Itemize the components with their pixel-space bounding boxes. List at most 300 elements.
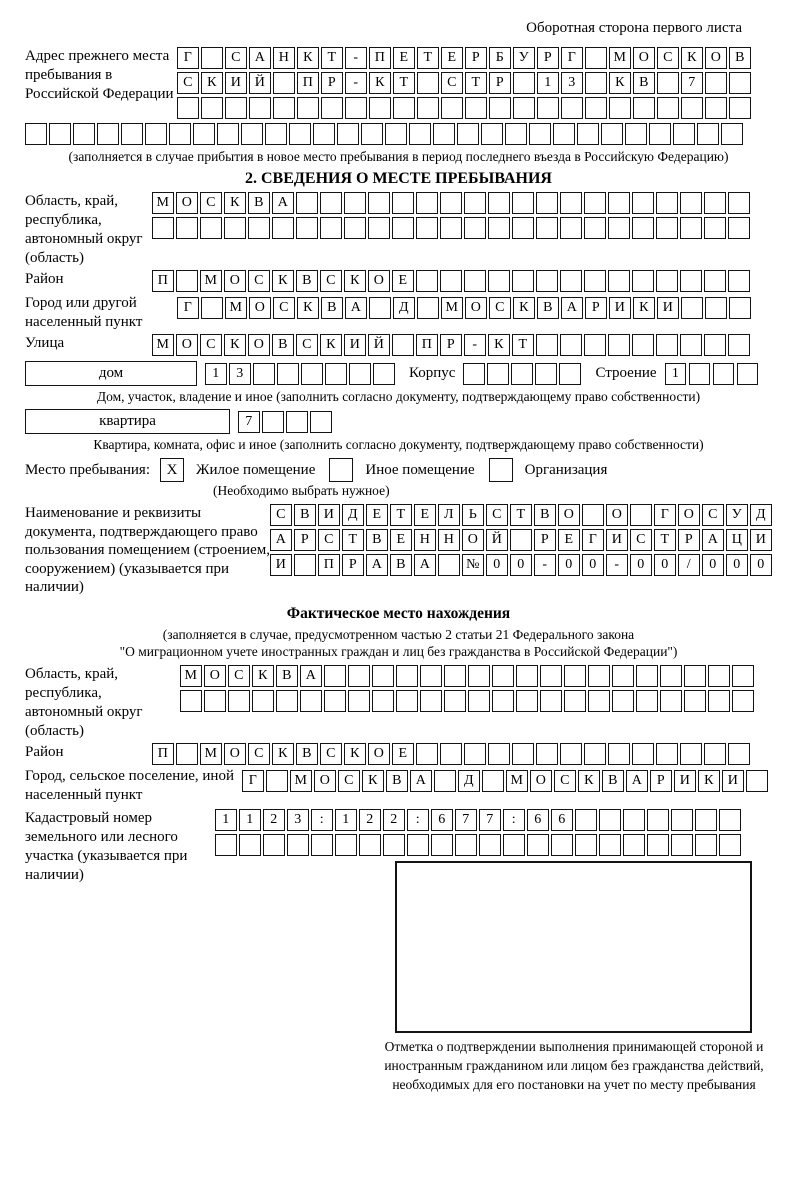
char-cell[interactable]: 0 bbox=[726, 554, 748, 576]
char-cell[interactable] bbox=[253, 363, 275, 385]
char-cell[interactable]: Н bbox=[438, 529, 460, 551]
char-cell[interactable] bbox=[737, 363, 759, 385]
char-cell[interactable] bbox=[463, 363, 485, 385]
char-cell[interactable]: К bbox=[681, 47, 703, 69]
region-row-1[interactable] bbox=[152, 192, 752, 214]
char-cell[interactable] bbox=[529, 123, 551, 145]
char-cell[interactable] bbox=[510, 529, 532, 551]
char-cell[interactable] bbox=[488, 192, 510, 214]
char-cell[interactable] bbox=[623, 834, 645, 856]
char-cell[interactable] bbox=[368, 217, 390, 239]
char-cell[interactable]: 2 bbox=[359, 809, 381, 831]
char-cell[interactable] bbox=[396, 665, 418, 687]
char-cell[interactable]: О bbox=[705, 47, 727, 69]
char-cell[interactable]: - bbox=[534, 554, 556, 576]
char-cell[interactable] bbox=[438, 554, 460, 576]
char-cell[interactable]: 6 bbox=[527, 809, 549, 831]
char-cell[interactable] bbox=[746, 770, 768, 792]
char-cell[interactable]: 0 bbox=[558, 554, 580, 576]
char-cell[interactable] bbox=[516, 665, 538, 687]
char-cell[interactable]: 0 bbox=[510, 554, 532, 576]
char-cell[interactable] bbox=[201, 297, 223, 319]
char-cell[interactable] bbox=[224, 217, 246, 239]
char-cell[interactable]: Е bbox=[414, 504, 436, 526]
char-cell[interactable]: С bbox=[657, 47, 679, 69]
char-cell[interactable] bbox=[705, 97, 727, 119]
char-cell[interactable]: С bbox=[296, 334, 318, 356]
char-cell[interactable]: О bbox=[224, 270, 246, 292]
char-cell[interactable] bbox=[512, 743, 534, 765]
char-cell[interactable] bbox=[416, 217, 438, 239]
char-cell[interactable]: Т bbox=[390, 504, 412, 526]
char-cell[interactable] bbox=[464, 192, 486, 214]
char-cell[interactable] bbox=[647, 834, 669, 856]
char-cell[interactable] bbox=[396, 690, 418, 712]
char-cell[interactable]: В bbox=[390, 554, 412, 576]
char-cell[interactable] bbox=[152, 217, 174, 239]
char-cell[interactable] bbox=[584, 743, 606, 765]
char-cell[interactable]: В bbox=[272, 334, 294, 356]
char-cell[interactable] bbox=[344, 217, 366, 239]
char-cell[interactable]: А bbox=[702, 529, 724, 551]
char-cell[interactable] bbox=[657, 97, 679, 119]
char-cell[interactable]: С bbox=[270, 504, 292, 526]
stroenie-cells[interactable] bbox=[665, 363, 761, 385]
char-cell[interactable]: 7 bbox=[479, 809, 501, 831]
char-cell[interactable]: - bbox=[345, 72, 367, 94]
char-cell[interactable] bbox=[704, 334, 726, 356]
char-cell[interactable]: К bbox=[272, 270, 294, 292]
char-cell[interactable] bbox=[121, 123, 143, 145]
char-cell[interactable] bbox=[684, 665, 706, 687]
char-cell[interactable]: В bbox=[276, 665, 298, 687]
char-cell[interactable]: О bbox=[224, 743, 246, 765]
previous-address-row-3[interactable] bbox=[177, 97, 753, 119]
char-cell[interactable]: № bbox=[462, 554, 484, 576]
char-cell[interactable] bbox=[296, 217, 318, 239]
char-cell[interactable]: К bbox=[297, 47, 319, 69]
char-cell[interactable] bbox=[431, 834, 453, 856]
char-cell[interactable]: : bbox=[407, 809, 429, 831]
char-cell[interactable]: - bbox=[345, 47, 367, 69]
char-cell[interactable]: А bbox=[366, 554, 388, 576]
char-cell[interactable] bbox=[632, 270, 654, 292]
char-cell[interactable] bbox=[564, 665, 586, 687]
char-cell[interactable]: 1 bbox=[205, 363, 227, 385]
char-cell[interactable]: Й bbox=[486, 529, 508, 551]
char-cell[interactable]: 1 bbox=[537, 72, 559, 94]
apartment-number-cells[interactable] bbox=[238, 411, 334, 433]
char-cell[interactable] bbox=[297, 97, 319, 119]
char-cell[interactable]: Г bbox=[582, 529, 604, 551]
char-cell[interactable] bbox=[337, 123, 359, 145]
char-cell[interactable] bbox=[708, 665, 730, 687]
char-cell[interactable]: О bbox=[558, 504, 580, 526]
char-cell[interactable]: - bbox=[464, 334, 486, 356]
char-cell[interactable]: С bbox=[225, 47, 247, 69]
char-cell[interactable] bbox=[656, 334, 678, 356]
char-cell[interactable]: В bbox=[602, 770, 624, 792]
char-cell[interactable]: К bbox=[369, 72, 391, 94]
char-cell[interactable] bbox=[680, 217, 702, 239]
char-cell[interactable]: Р bbox=[489, 72, 511, 94]
char-cell[interactable]: Е bbox=[558, 529, 580, 551]
char-cell[interactable] bbox=[420, 690, 442, 712]
char-cell[interactable] bbox=[625, 123, 647, 145]
char-cell[interactable]: Т bbox=[417, 47, 439, 69]
char-cell[interactable]: И bbox=[674, 770, 696, 792]
char-cell[interactable]: О bbox=[462, 529, 484, 551]
char-cell[interactable]: С bbox=[320, 270, 342, 292]
char-cell[interactable] bbox=[656, 192, 678, 214]
char-cell[interactable]: С bbox=[320, 743, 342, 765]
char-cell[interactable] bbox=[294, 554, 316, 576]
char-cell[interactable]: М bbox=[506, 770, 528, 792]
char-cell[interactable]: В bbox=[248, 192, 270, 214]
char-cell[interactable]: А bbox=[249, 47, 271, 69]
char-cell[interactable] bbox=[262, 411, 284, 433]
region-row-2[interactable] bbox=[152, 217, 752, 239]
char-cell[interactable]: М bbox=[152, 334, 174, 356]
char-cell[interactable] bbox=[660, 665, 682, 687]
char-cell[interactable]: С bbox=[554, 770, 576, 792]
char-cell[interactable] bbox=[176, 743, 198, 765]
char-cell[interactable] bbox=[177, 97, 199, 119]
char-cell[interactable] bbox=[608, 270, 630, 292]
char-cell[interactable] bbox=[540, 690, 562, 712]
char-cell[interactable] bbox=[612, 665, 634, 687]
char-cell[interactable]: Г bbox=[654, 504, 676, 526]
char-cell[interactable]: : bbox=[503, 809, 525, 831]
char-cell[interactable] bbox=[704, 192, 726, 214]
char-cell[interactable] bbox=[536, 743, 558, 765]
char-cell[interactable] bbox=[252, 690, 274, 712]
char-cell[interactable] bbox=[392, 217, 414, 239]
char-cell[interactable] bbox=[455, 834, 477, 856]
char-cell[interactable] bbox=[313, 123, 335, 145]
actual-region-row-2[interactable] bbox=[180, 690, 756, 712]
char-cell[interactable] bbox=[560, 192, 582, 214]
char-cell[interactable] bbox=[656, 217, 678, 239]
char-cell[interactable]: Г bbox=[242, 770, 264, 792]
char-cell[interactable] bbox=[492, 690, 514, 712]
char-cell[interactable] bbox=[239, 834, 261, 856]
char-cell[interactable] bbox=[73, 123, 95, 145]
char-cell[interactable]: М bbox=[441, 297, 463, 319]
char-cell[interactable]: И bbox=[318, 504, 340, 526]
char-cell[interactable] bbox=[468, 690, 490, 712]
char-cell[interactable]: 1 bbox=[335, 809, 357, 831]
char-cell[interactable]: Р bbox=[321, 72, 343, 94]
char-cell[interactable] bbox=[217, 123, 239, 145]
char-cell[interactable] bbox=[464, 270, 486, 292]
previous-address-row-2[interactable] bbox=[177, 72, 753, 94]
char-cell[interactable] bbox=[416, 192, 438, 214]
char-cell[interactable] bbox=[273, 97, 295, 119]
char-cell[interactable] bbox=[49, 123, 71, 145]
char-cell[interactable]: О bbox=[465, 297, 487, 319]
char-cell[interactable] bbox=[708, 690, 730, 712]
char-cell[interactable]: И bbox=[344, 334, 366, 356]
char-cell[interactable]: В bbox=[321, 297, 343, 319]
char-cell[interactable]: В bbox=[296, 743, 318, 765]
char-cell[interactable] bbox=[632, 334, 654, 356]
char-cell[interactable] bbox=[444, 690, 466, 712]
char-cell[interactable] bbox=[272, 217, 294, 239]
char-cell[interactable] bbox=[536, 217, 558, 239]
char-cell[interactable] bbox=[169, 123, 191, 145]
char-cell[interactable] bbox=[200, 217, 222, 239]
char-cell[interactable]: Т bbox=[321, 47, 343, 69]
char-cell[interactable]: 7 bbox=[455, 809, 477, 831]
char-cell[interactable]: 3 bbox=[229, 363, 251, 385]
char-cell[interactable]: 0 bbox=[702, 554, 724, 576]
char-cell[interactable]: Р bbox=[537, 47, 559, 69]
ownership-document-row-1[interactable] bbox=[270, 504, 774, 526]
char-cell[interactable]: У bbox=[726, 504, 748, 526]
char-cell[interactable] bbox=[204, 690, 226, 712]
char-cell[interactable]: Р bbox=[342, 554, 364, 576]
char-cell[interactable]: М bbox=[200, 743, 222, 765]
char-cell[interactable]: С bbox=[177, 72, 199, 94]
char-cell[interactable] bbox=[368, 192, 390, 214]
char-cell[interactable] bbox=[601, 123, 623, 145]
char-cell[interactable]: Р bbox=[294, 529, 316, 551]
char-cell[interactable] bbox=[719, 834, 741, 856]
char-cell[interactable]: П bbox=[416, 334, 438, 356]
char-cell[interactable]: Н bbox=[273, 47, 295, 69]
char-cell[interactable] bbox=[728, 192, 750, 214]
korpus-cells[interactable] bbox=[463, 363, 583, 385]
char-cell[interactable] bbox=[584, 217, 606, 239]
char-cell[interactable]: Р bbox=[650, 770, 672, 792]
char-cell[interactable] bbox=[537, 97, 559, 119]
char-cell[interactable]: У bbox=[513, 47, 535, 69]
char-cell[interactable] bbox=[488, 217, 510, 239]
char-cell[interactable] bbox=[681, 297, 703, 319]
char-cell[interactable] bbox=[582, 504, 604, 526]
char-cell[interactable] bbox=[296, 192, 318, 214]
char-cell[interactable] bbox=[97, 123, 119, 145]
char-cell[interactable]: С bbox=[200, 334, 222, 356]
char-cell[interactable] bbox=[608, 217, 630, 239]
char-cell[interactable] bbox=[705, 297, 727, 319]
char-cell[interactable] bbox=[673, 123, 695, 145]
char-cell[interactable] bbox=[681, 97, 703, 119]
house-number-cells[interactable] bbox=[205, 363, 397, 385]
char-cell[interactable] bbox=[575, 834, 597, 856]
char-cell[interactable] bbox=[680, 270, 702, 292]
char-cell[interactable] bbox=[417, 97, 439, 119]
char-cell[interactable] bbox=[409, 123, 431, 145]
char-cell[interactable] bbox=[311, 834, 333, 856]
char-cell[interactable]: О bbox=[368, 743, 390, 765]
char-cell[interactable] bbox=[215, 834, 237, 856]
char-cell[interactable] bbox=[287, 834, 309, 856]
char-cell[interactable]: Г bbox=[561, 47, 583, 69]
char-cell[interactable] bbox=[176, 217, 198, 239]
char-cell[interactable]: С bbox=[273, 297, 295, 319]
char-cell[interactable] bbox=[728, 743, 750, 765]
char-cell[interactable]: С bbox=[248, 743, 270, 765]
char-cell[interactable]: - bbox=[606, 554, 628, 576]
char-cell[interactable]: Н bbox=[414, 529, 436, 551]
char-cell[interactable] bbox=[265, 123, 287, 145]
char-cell[interactable] bbox=[513, 72, 535, 94]
char-cell[interactable]: Р bbox=[585, 297, 607, 319]
char-cell[interactable]: Т bbox=[510, 504, 532, 526]
char-cell[interactable]: 1 bbox=[665, 363, 687, 385]
char-cell[interactable]: А bbox=[345, 297, 367, 319]
char-cell[interactable] bbox=[608, 743, 630, 765]
char-cell[interactable]: Е bbox=[441, 47, 463, 69]
char-cell[interactable]: Т bbox=[342, 529, 364, 551]
char-cell[interactable]: О bbox=[249, 297, 271, 319]
char-cell[interactable]: М bbox=[609, 47, 631, 69]
char-cell[interactable]: В bbox=[294, 504, 316, 526]
char-cell[interactable]: А bbox=[272, 192, 294, 214]
char-cell[interactable] bbox=[393, 97, 415, 119]
actual-region-row-1[interactable] bbox=[180, 665, 756, 687]
char-cell[interactable] bbox=[599, 834, 621, 856]
char-cell[interactable]: Р bbox=[534, 529, 556, 551]
char-cell[interactable] bbox=[680, 192, 702, 214]
char-cell[interactable]: К bbox=[201, 72, 223, 94]
char-cell[interactable] bbox=[551, 834, 573, 856]
char-cell[interactable] bbox=[359, 834, 381, 856]
char-cell[interactable]: Е bbox=[366, 504, 388, 526]
char-cell[interactable]: К bbox=[320, 334, 342, 356]
char-cell[interactable]: С bbox=[338, 770, 360, 792]
char-cell[interactable]: 6 bbox=[431, 809, 453, 831]
char-cell[interactable]: И bbox=[657, 297, 679, 319]
char-cell[interactable] bbox=[704, 217, 726, 239]
char-cell[interactable]: П bbox=[369, 47, 391, 69]
char-cell[interactable]: 3 bbox=[287, 809, 309, 831]
char-cell[interactable]: О bbox=[368, 270, 390, 292]
char-cell[interactable] bbox=[369, 97, 391, 119]
char-cell[interactable] bbox=[488, 743, 510, 765]
char-cell[interactable] bbox=[289, 123, 311, 145]
char-cell[interactable]: Д bbox=[342, 504, 364, 526]
char-cell[interactable] bbox=[660, 690, 682, 712]
char-cell[interactable] bbox=[649, 123, 671, 145]
char-cell[interactable] bbox=[276, 690, 298, 712]
char-cell[interactable]: 0 bbox=[630, 554, 652, 576]
char-cell[interactable] bbox=[671, 809, 693, 831]
char-cell[interactable] bbox=[630, 504, 652, 526]
char-cell[interactable] bbox=[647, 809, 669, 831]
char-cell[interactable] bbox=[729, 297, 751, 319]
char-cell[interactable] bbox=[719, 809, 741, 831]
char-cell[interactable] bbox=[361, 123, 383, 145]
char-cell[interactable] bbox=[588, 690, 610, 712]
char-cell[interactable] bbox=[588, 665, 610, 687]
char-cell[interactable]: С bbox=[486, 504, 508, 526]
char-cell[interactable] bbox=[612, 690, 634, 712]
char-cell[interactable] bbox=[577, 123, 599, 145]
char-cell[interactable]: Р bbox=[678, 529, 700, 551]
char-cell[interactable]: С bbox=[200, 192, 222, 214]
char-cell[interactable]: 1 bbox=[215, 809, 237, 831]
char-cell[interactable] bbox=[511, 363, 533, 385]
char-cell[interactable] bbox=[512, 217, 534, 239]
char-cell[interactable]: К bbox=[252, 665, 274, 687]
char-cell[interactable] bbox=[420, 665, 442, 687]
char-cell[interactable] bbox=[324, 665, 346, 687]
char-cell[interactable] bbox=[608, 334, 630, 356]
char-cell[interactable] bbox=[705, 72, 727, 94]
char-cell[interactable]: 0 bbox=[486, 554, 508, 576]
char-cell[interactable] bbox=[632, 743, 654, 765]
char-cell[interactable] bbox=[559, 363, 581, 385]
char-cell[interactable] bbox=[505, 123, 527, 145]
char-cell[interactable]: И bbox=[606, 529, 628, 551]
char-cell[interactable] bbox=[489, 97, 511, 119]
char-cell[interactable] bbox=[527, 834, 549, 856]
char-cell[interactable]: С bbox=[318, 529, 340, 551]
char-cell[interactable] bbox=[732, 665, 754, 687]
char-cell[interactable] bbox=[440, 192, 462, 214]
char-cell[interactable] bbox=[372, 665, 394, 687]
char-cell[interactable]: Л bbox=[438, 504, 460, 526]
actual-district-row[interactable] bbox=[152, 743, 752, 765]
char-cell[interactable]: В bbox=[534, 504, 556, 526]
char-cell[interactable]: Р bbox=[465, 47, 487, 69]
char-cell[interactable] bbox=[248, 217, 270, 239]
char-cell[interactable]: Д bbox=[393, 297, 415, 319]
char-cell[interactable] bbox=[535, 363, 557, 385]
char-cell[interactable] bbox=[656, 743, 678, 765]
char-cell[interactable] bbox=[608, 192, 630, 214]
char-cell[interactable] bbox=[25, 123, 47, 145]
char-cell[interactable] bbox=[560, 743, 582, 765]
char-cell[interactable]: К bbox=[297, 297, 319, 319]
char-cell[interactable]: Т bbox=[465, 72, 487, 94]
char-cell[interactable]: : bbox=[311, 809, 333, 831]
char-cell[interactable]: О bbox=[633, 47, 655, 69]
char-cell[interactable]: О bbox=[176, 192, 198, 214]
char-cell[interactable]: 3 bbox=[561, 72, 583, 94]
char-cell[interactable] bbox=[392, 192, 414, 214]
char-cell[interactable] bbox=[697, 123, 719, 145]
char-cell[interactable] bbox=[560, 270, 582, 292]
char-cell[interactable]: М bbox=[200, 270, 222, 292]
char-cell[interactable]: А bbox=[410, 770, 432, 792]
char-cell[interactable]: А bbox=[300, 665, 322, 687]
char-cell[interactable] bbox=[488, 270, 510, 292]
char-cell[interactable]: С bbox=[441, 72, 463, 94]
char-cell[interactable]: А bbox=[270, 529, 292, 551]
char-cell[interactable]: Г bbox=[177, 47, 199, 69]
char-cell[interactable]: К bbox=[362, 770, 384, 792]
char-cell[interactable] bbox=[228, 690, 250, 712]
char-cell[interactable]: Т bbox=[393, 72, 415, 94]
char-cell[interactable] bbox=[728, 217, 750, 239]
char-cell[interactable] bbox=[584, 270, 606, 292]
char-cell[interactable]: С bbox=[630, 529, 652, 551]
char-cell[interactable] bbox=[249, 97, 271, 119]
char-cell[interactable] bbox=[585, 97, 607, 119]
char-cell[interactable]: О bbox=[314, 770, 336, 792]
char-cell[interactable]: Т bbox=[654, 529, 676, 551]
char-cell[interactable] bbox=[464, 217, 486, 239]
char-cell[interactable] bbox=[680, 334, 702, 356]
char-cell[interactable] bbox=[704, 743, 726, 765]
char-cell[interactable]: С bbox=[248, 270, 270, 292]
char-cell[interactable]: 7 bbox=[681, 72, 703, 94]
char-cell[interactable]: / bbox=[678, 554, 700, 576]
